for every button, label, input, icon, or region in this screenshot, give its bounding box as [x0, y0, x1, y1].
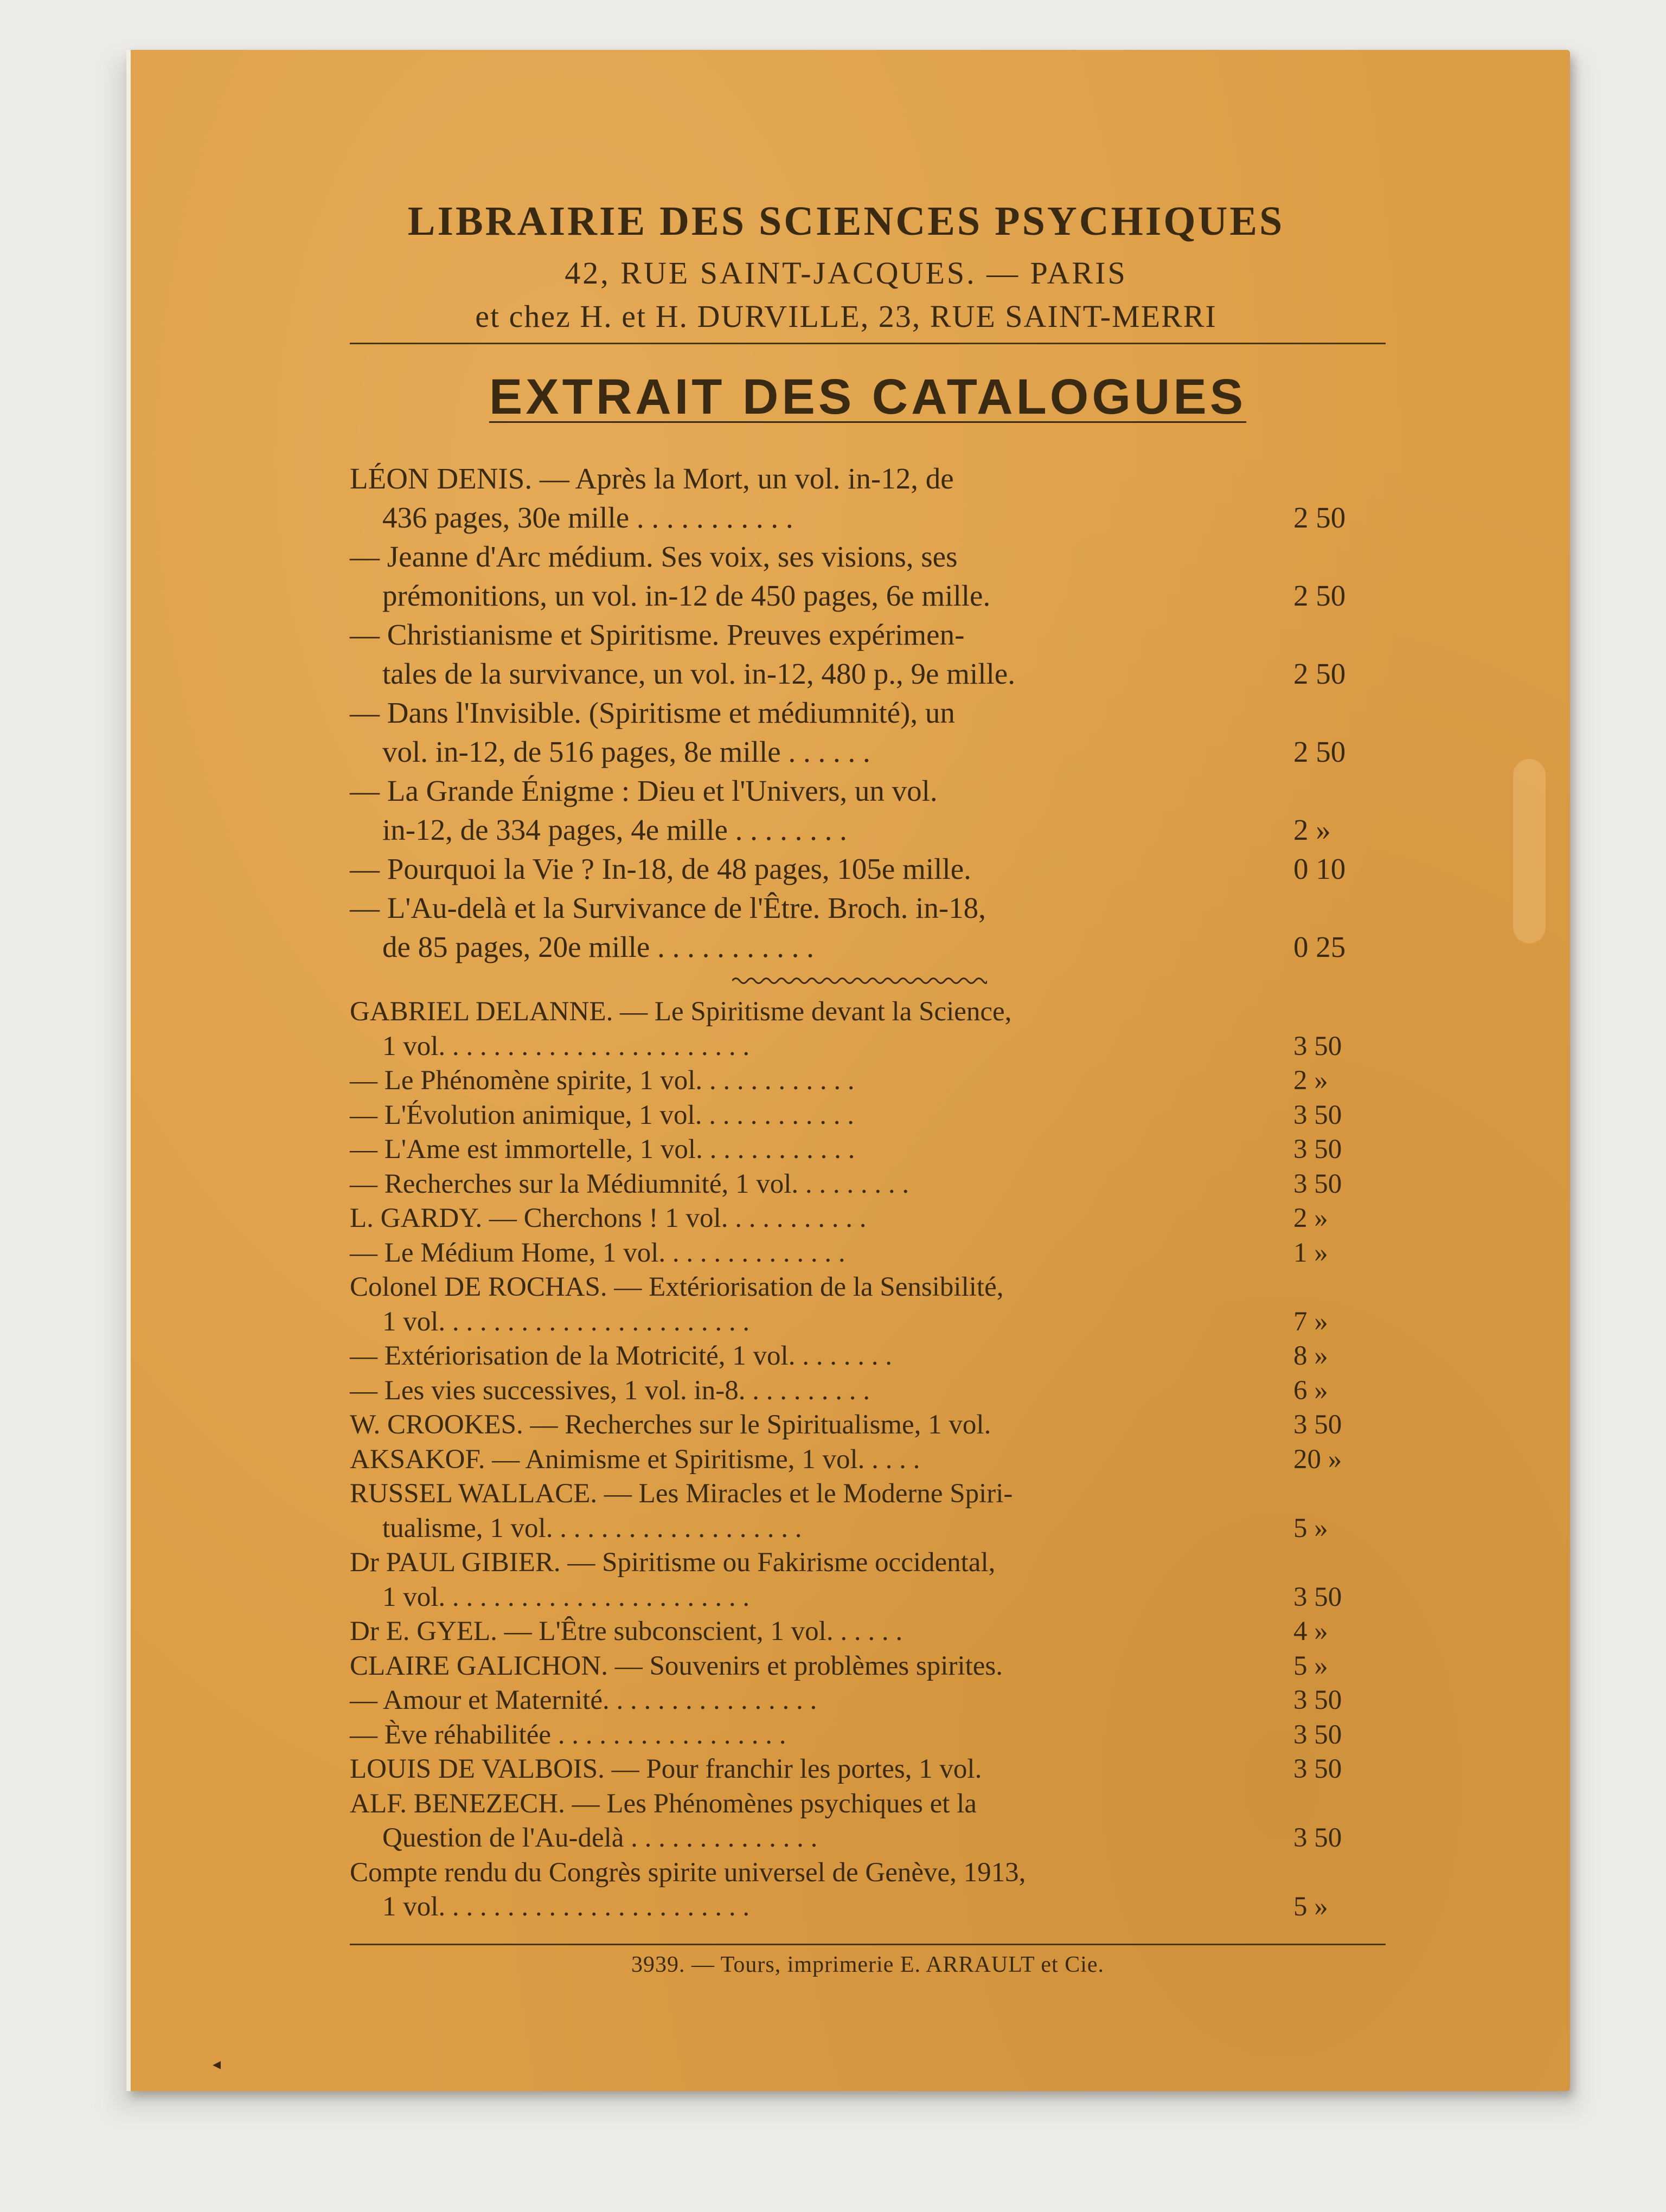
- catalog-entry-line: [350, 500, 1386, 536]
- entry-price: 7 »: [1293, 1306, 1328, 1337]
- entry-price: 2 50: [1293, 657, 1346, 690]
- catalog-entry-line: [350, 1305, 1386, 1339]
- catalog-entry-line: [350, 1512, 1386, 1545]
- entry-price: 3 50: [1293, 1685, 1342, 1715]
- entry-text: — Recherches sur la Médiumnité, 1 vol. . . . . . . . .: [350, 1168, 909, 1199]
- entry-text: W. CROOKES. — Recherches sur le Spiritualisme, 1 vol.: [350, 1410, 991, 1440]
- entry-price: 2 50: [1293, 579, 1346, 612]
- entry-text: prémonitions, un vol. in-12 de 450 pages, 6e mille.: [382, 579, 991, 612]
- catalog-entry-line: [350, 929, 1386, 965]
- catalog-entry-line: [350, 1649, 1386, 1683]
- entry-text: — Jeanne d'Arc médium. Ses voix, ses visions, ses: [350, 540, 958, 573]
- catalog-entry-line: [350, 1270, 1386, 1304]
- catalog-entry-line: [350, 1064, 1386, 1097]
- entry-text: — Le Médium Home, 1 vol. . . . . . . . . . . . . .: [350, 1237, 845, 1268]
- entry-text: 1 vol. . . . . . . . . . . . . . . . . . . . . . .: [382, 1581, 750, 1612]
- entry-text: — Les vies successives, 1 vol. in-8. . . . . . . . . .: [350, 1375, 870, 1406]
- catalog-entry-line: [350, 773, 1386, 809]
- catalog-entry-line: [350, 1821, 1386, 1855]
- catalog-entry-line: [350, 539, 1386, 575]
- entry-text: de 85 pages, 20e mille . . . . . . . . . . .: [382, 930, 814, 963]
- entry-price: 8 »: [1293, 1341, 1328, 1371]
- catalog-entry-line: [350, 1752, 1386, 1786]
- entry-price: 5 »: [1293, 1650, 1328, 1681]
- section-ornament: [732, 975, 987, 987]
- catalog-entry-line: [350, 1030, 1386, 1063]
- catalog-entry-line: [350, 1856, 1386, 1889]
- entry-text: Dr E. GYEL. — L'Être subconscient, 1 vol. . . . . .: [350, 1616, 903, 1647]
- catalog-entry-line: [350, 995, 1386, 1028]
- entry-text: Question de l'Au-delà . . . . . . . . . . . . . .: [382, 1823, 818, 1853]
- entry-text: GABRIEL DELANNE. — Le Spiritisme devant la Science,: [350, 996, 1012, 1027]
- entry-text: CLAIRE GALICHON. — Souvenirs et problèmes spirites.: [350, 1650, 1003, 1681]
- entry-text: 1 vol. . . . . . . . . . . . . . . . . . . . . . .: [382, 1306, 750, 1337]
- entry-text: AKSAKOF. — Animisme et Spiritisme, 1 vol. . . . .: [350, 1444, 920, 1475]
- entry-text: RUSSEL WALLACE. — Les Miracles et le Moderne Spiri-: [350, 1478, 1013, 1509]
- corner-mark: ◂: [213, 2055, 221, 2073]
- catalog-entry-line: [350, 1443, 1386, 1476]
- entry-text: — L'Au-delà et la Survivance de l'Être. Broch. in-18,: [350, 891, 986, 924]
- entry-text: — L'Ame est immortelle, 1 vol. . . . . . . . . . . .: [350, 1134, 855, 1165]
- entry-text: vol. in-12, de 516 pages, 8e mille . . . . . .: [382, 735, 870, 768]
- entry-text: — Le Phénomène spirite, 1 vol. . . . . . . . . . . .: [350, 1065, 855, 1096]
- catalog-entry-line: [350, 1133, 1386, 1166]
- entry-text: — Amour et Maternité. . . . . . . . . . . . . . . .: [350, 1685, 817, 1715]
- entry-text: L. GARDY. — Cherchons ! 1 vol. . . . . . . . . . .: [350, 1203, 867, 1233]
- entry-text: — Christianisme et Spiritisme. Preuves expérimen-: [350, 618, 965, 651]
- entry-text: — Pourquoi la Vie ? In-18, de 48 pages, 105e mille.: [350, 852, 971, 885]
- catalog-entry-line: [350, 1477, 1386, 1510]
- catalog-entry-line: [350, 1546, 1386, 1579]
- catalog-entry-line: [350, 578, 1386, 614]
- entry-text: tales de la survivance, un vol. in-12, 480 p., 9e mille.: [382, 657, 1015, 690]
- entry-price: 3 50: [1293, 1168, 1342, 1199]
- catalog-entry-line: [350, 1580, 1386, 1614]
- entry-price: 3 50: [1293, 1410, 1342, 1440]
- catalog-entry-line: [350, 1098, 1386, 1132]
- catalog-entry-line: [350, 617, 1386, 653]
- entry-price: 3 50: [1293, 1581, 1342, 1612]
- catalog-entry-line: [350, 1615, 1386, 1648]
- catalog-title: EXTRAIT DES CATALOGUES: [489, 369, 1247, 425]
- printer-imprint: 3939. — Tours, imprimerie E. ARRAULT et Cie.: [631, 1952, 1105, 1977]
- catalog-entry-line: [350, 656, 1386, 692]
- catalog-entry-line: [350, 461, 1386, 497]
- entry-price: 6 »: [1293, 1375, 1328, 1406]
- entry-text: Dr PAUL GIBIER. — Spiritisme ou Fakirisme occidental,: [350, 1547, 996, 1578]
- entry-price: 3 50: [1293, 1754, 1342, 1784]
- entry-price: 0 25: [1293, 930, 1346, 963]
- catalog-entry-line: [350, 1167, 1386, 1201]
- entry-price: 2 »: [1293, 1065, 1328, 1096]
- entry-text: — Dans l'Invisible. (Spiritisme et médiumnité), un: [350, 696, 955, 729]
- entry-text: LOUIS DE VALBOIS. — Pour franchir les portes, 1 vol.: [350, 1754, 982, 1784]
- entry-text: LÉON DENIS. — Après la Mort, un vol. in-12, de: [350, 462, 954, 495]
- catalog-entry-line: [350, 1718, 1386, 1752]
- catalog-entry-line: [350, 1339, 1386, 1373]
- entry-price: 2 »: [1293, 1203, 1328, 1233]
- entry-price: 0 10: [1293, 852, 1346, 885]
- publisher-address: 42, RUE SAINT-JACQUES. — PARIS: [565, 255, 1127, 291]
- catalog-entry-line: [350, 1787, 1386, 1821]
- entry-price: 5 »: [1293, 1513, 1328, 1544]
- entry-text: — L'Évolution animique, 1 vol. . . . . . . . . . . .: [350, 1099, 854, 1130]
- entry-text: 1 vol. . . . . . . . . . . . . . . . . . . . . . .: [382, 1892, 750, 1922]
- catalog-entry-line: [350, 734, 1386, 770]
- entry-text: — Ève réhabilitée . . . . . . . . . . . . . . . . .: [350, 1719, 786, 1750]
- paper-stain: [1513, 759, 1546, 943]
- publisher-address-secondary: et chez H. et H. DURVILLE, 23, RUE SAINT-MERRI: [475, 299, 1217, 334]
- entry-price: 3 50: [1293, 1099, 1342, 1130]
- entry-price: 3 50: [1293, 1134, 1342, 1165]
- entry-price: 2 »: [1293, 813, 1331, 846]
- entry-price: 1 »: [1293, 1237, 1328, 1268]
- entry-text: 1 vol. . . . . . . . . . . . . . . . . . . . . . .: [382, 1031, 750, 1062]
- entry-price: 3 50: [1293, 1719, 1342, 1750]
- footer-divider: [350, 1944, 1386, 1945]
- entry-text: — Extériorisation de la Motricité, 1 vol. . . . . . . .: [350, 1341, 892, 1371]
- entry-price: 2 50: [1293, 501, 1346, 534]
- header-divider: [350, 343, 1386, 344]
- entry-price: 4 »: [1293, 1616, 1328, 1647]
- catalog-entry-line: [350, 851, 1386, 887]
- catalog-entry-line: [350, 812, 1386, 848]
- catalog-entry-line: [350, 1201, 1386, 1235]
- entry-price: 2 50: [1293, 735, 1346, 768]
- entry-text: Compte rendu du Congrès spirite universel de Genève, 1913,: [350, 1857, 1026, 1888]
- entry-text: ALF. BENEZECH. — Les Phénomènes psychiques et la: [350, 1788, 977, 1819]
- catalog-entry-line: [350, 1890, 1386, 1924]
- entry-text: tualisme, 1 vol. . . . . . . . . . . . . . . . . . .: [382, 1513, 802, 1544]
- entry-price: 3 50: [1293, 1031, 1342, 1062]
- catalog-entry-line: [350, 695, 1386, 731]
- entry-price: 20 »: [1293, 1444, 1342, 1475]
- catalog-entry-line: [350, 1408, 1386, 1442]
- catalog-entry-line: [350, 1374, 1386, 1407]
- catalog-entry-line: [350, 890, 1386, 926]
- entry-text: Colonel DE ROCHAS. — Extériorisation de la Sensibilité,: [350, 1272, 1004, 1302]
- entry-text: in-12, de 334 pages, 4e mille . . . . . . . .: [382, 813, 847, 846]
- publisher-name: LIBRAIRIE DES SCIENCES PSYCHIQUES: [407, 198, 1285, 244]
- page-edge: [126, 50, 131, 2091]
- entry-price: 5 »: [1293, 1892, 1328, 1922]
- catalog-entry-line: [350, 1683, 1386, 1717]
- catalog-entry-line: [350, 1236, 1386, 1270]
- entry-text: — La Grande Énigme : Dieu et l'Univers, un vol.: [350, 774, 938, 807]
- entry-price: 3 50: [1293, 1823, 1342, 1853]
- entry-text: 436 pages, 30e mille . . . . . . . . . . .: [382, 501, 793, 534]
